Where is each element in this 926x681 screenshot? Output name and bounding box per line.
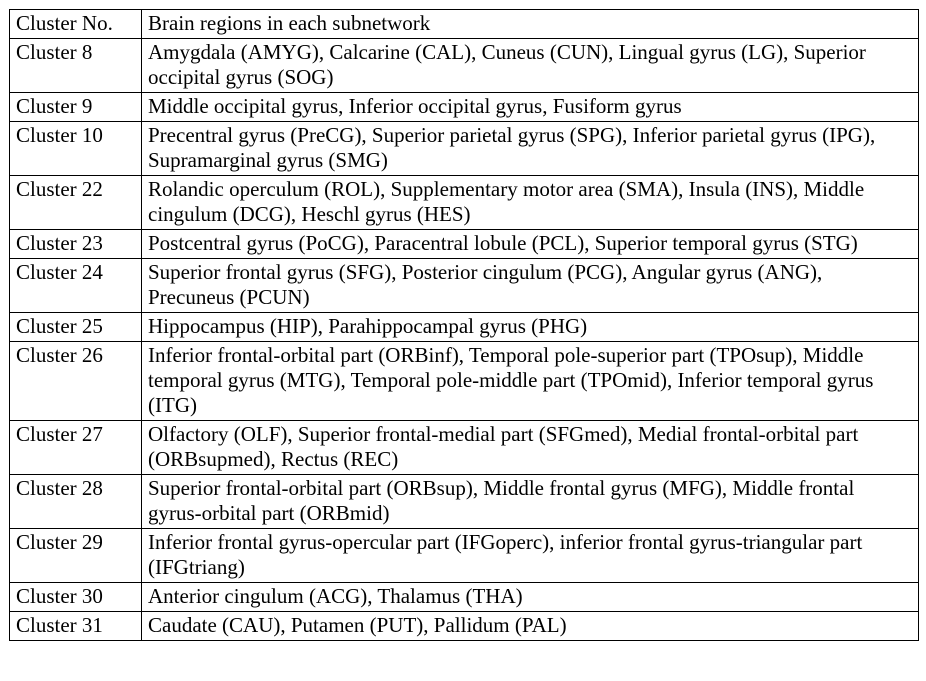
table-row [10,39,919,93]
table-row [10,475,919,529]
brain-regions-cell: Hippocampus (HIP), Parahippocampal gyrus (PHG) [142,313,919,342]
cluster-number-cell: Cluster 29 [10,529,142,583]
table-row [10,421,919,475]
table-row [10,313,919,342]
subnetwork-table [9,9,919,641]
table-row [10,93,919,122]
brain-regions-cell: Precentral gyrus (PreCG), Superior parietal gyrus (SPG), Inferior parietal gyrus (IPG), Supramarginal gyrus (SMG) [142,122,919,176]
table-row [10,342,919,421]
cluster-number-cell: Cluster 28 [10,475,142,529]
brain-regions-cell: Superior frontal-orbital part (ORBsup), Middle frontal gyrus (MFG), Middle frontal gyrus-orbital part (ORBmid) [142,475,919,529]
brain-regions-cell: Olfactory (OLF), Superior frontal-medial part (SFGmed), Medial frontal-orbital part (ORBsupmed), Rectus (REC) [142,421,919,475]
table-row [10,529,919,583]
brain-regions-cell: Rolandic operculum (ROL), Supplementary motor area (SMA), Insula (INS), Middle cingulum (DCG), Heschl gyrus (HES) [142,176,919,230]
cluster-number-cell: Cluster 10 [10,122,142,176]
cluster-number-cell: Cluster 26 [10,342,142,421]
brain-regions-cell: Superior frontal gyrus (SFG), Posterior cingulum (PCG), Angular gyrus (ANG), Precuneus (PCUN) [142,259,919,313]
header-brain-regions: Brain regions in each subnetwork [142,10,919,39]
table-row [10,612,919,641]
brain-regions-cell: Inferior frontal gyrus-opercular part (IFGoperc), inferior frontal gyrus-triangular part (IFGtriang) [142,529,919,583]
brain-regions-cell: Amygdala (AMYG), Calcarine (CAL), Cuneus (CUN), Lingual gyrus (LG), Superior occipital gyrus (SOG) [142,39,919,93]
subnetwork-table-container [9,9,918,641]
table-row [10,230,919,259]
cluster-number-cell: Cluster 30 [10,583,142,612]
cluster-number-cell: Cluster 22 [10,176,142,230]
cluster-number-cell: Cluster 31 [10,612,142,641]
table-header-row [10,10,919,39]
brain-regions-cell: Anterior cingulum (ACG), Thalamus (THA) [142,583,919,612]
cluster-number-cell: Cluster 23 [10,230,142,259]
table-row [10,122,919,176]
brain-regions-cell: Postcentral gyrus (PoCG), Paracentral lobule (PCL), Superior temporal gyrus (STG) [142,230,919,259]
header-cluster-no: Cluster No. [10,10,142,39]
brain-regions-cell: Inferior frontal-orbital part (ORBinf), Temporal pole-superior part (TPOsup), Middle temporal gyrus (MTG), Temporal pole-middle part (TPOmid), Inferior temporal gyrus (ITG) [142,342,919,421]
cluster-number-cell: Cluster 24 [10,259,142,313]
cluster-number-cell: Cluster 8 [10,39,142,93]
cluster-number-cell: Cluster 27 [10,421,142,475]
table-row [10,583,919,612]
cluster-number-cell: Cluster 25 [10,313,142,342]
brain-regions-cell: Caudate (CAU), Putamen (PUT), Pallidum (PAL) [142,612,919,641]
table-row [10,176,919,230]
cluster-number-cell: Cluster 9 [10,93,142,122]
table-row [10,259,919,313]
brain-regions-cell: Middle occipital gyrus, Inferior occipital gyrus, Fusiform gyrus [142,93,919,122]
